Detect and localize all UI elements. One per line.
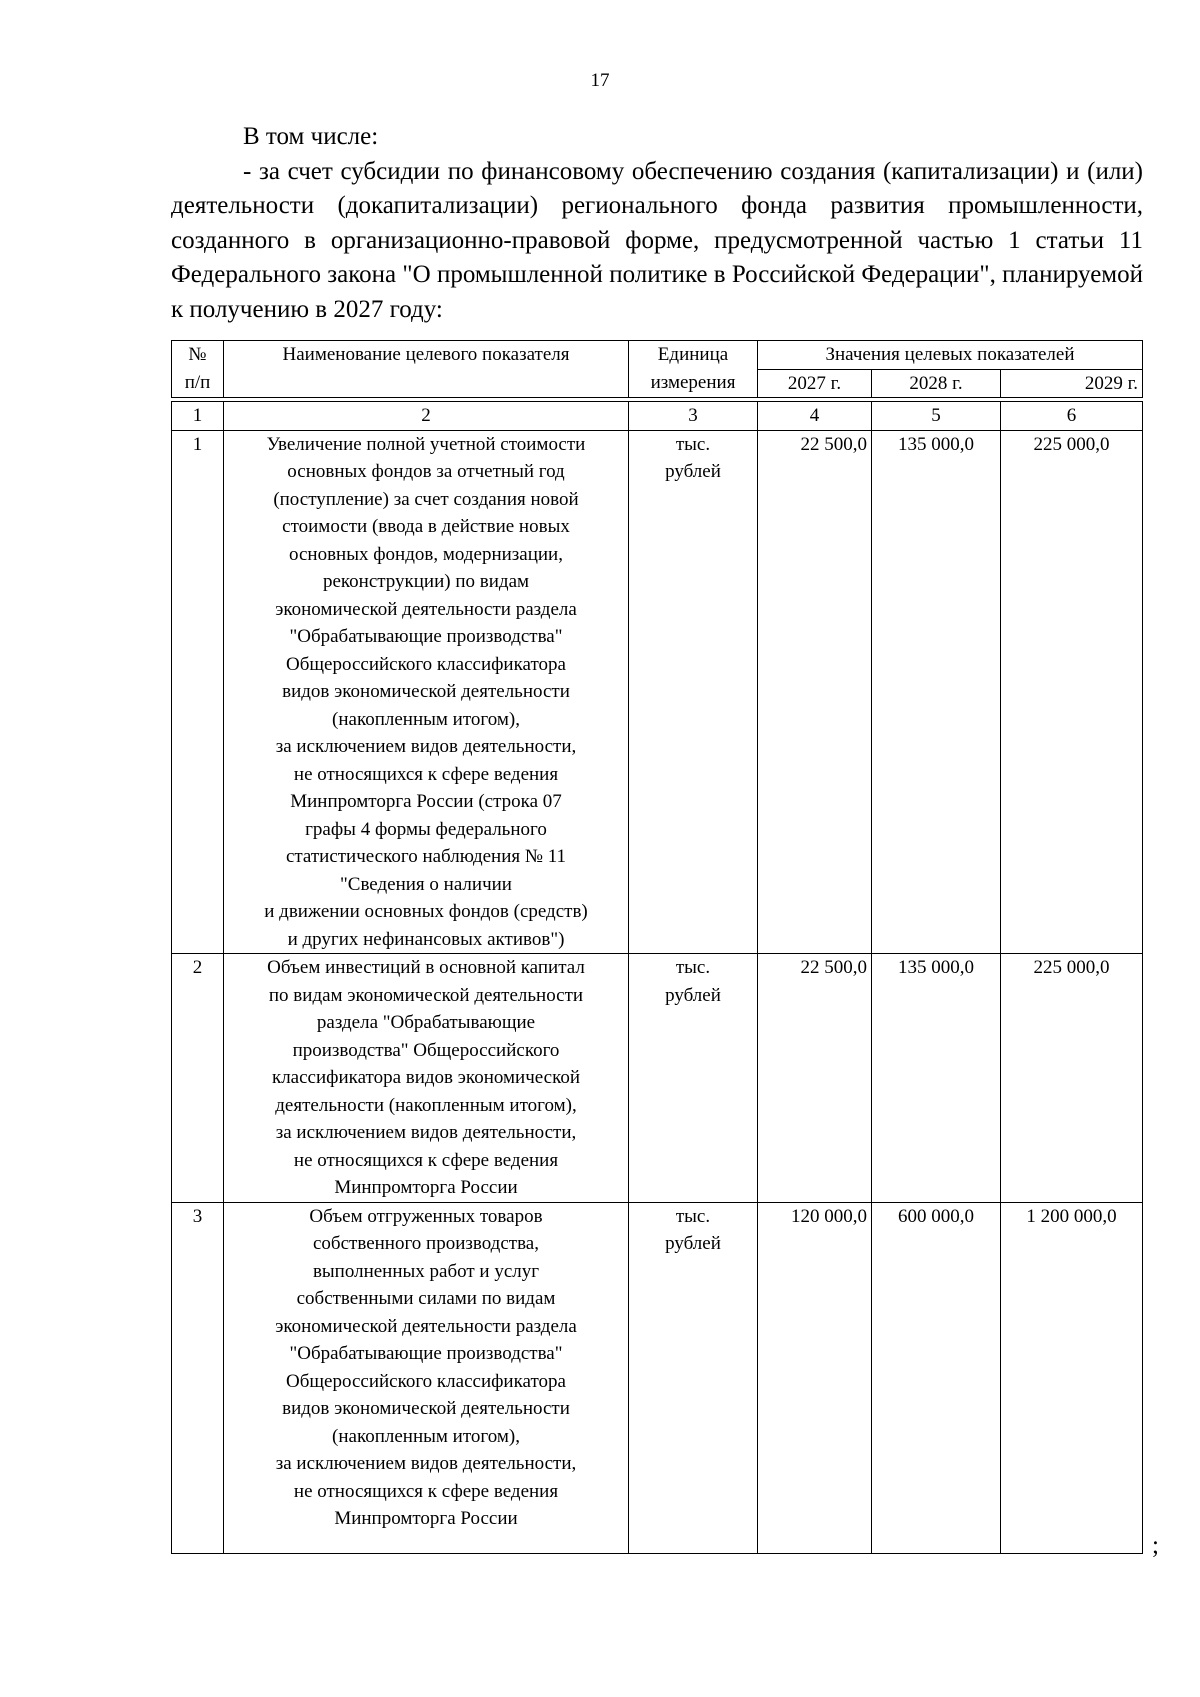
indicator-name-line: не относящихся к сфере ведения: [293, 1149, 559, 1171]
unit-line: рублей: [665, 1233, 721, 1254]
value-2028: 135 000,0: [872, 954, 1001, 1203]
trailing-semicolon: ;: [1152, 1532, 1159, 1559]
indicator-name-line: статистического наблюдения № 11: [285, 846, 567, 867]
indicator-name-line: основных фондов за отчетный год: [287, 461, 565, 482]
header-number-line1: №: [188, 344, 207, 365]
value-2027: 22 500,0: [758, 430, 872, 954]
table-row: [172, 954, 1143, 1203]
intro-text: [171, 120, 1143, 327]
column-number: 4: [758, 402, 872, 431]
indicator-name-line: (поступление) за счет создания новой: [273, 488, 579, 510]
indicator-name-line: не относящихся к сфере ведения: [293, 1480, 559, 1502]
column-number: 2: [224, 402, 629, 431]
indicator-name-line: Минпромторга России (строка 07: [290, 791, 562, 812]
indicator-name-line: "Обрабатывающие производства": [289, 626, 563, 647]
indicator-name-line: Минпромторга России: [334, 1177, 518, 1198]
row-number: 2: [172, 954, 224, 1203]
indicator-name-line: Минпромторга России: [334, 1508, 518, 1529]
column-number: 3: [629, 402, 758, 431]
unit-line: тыс.: [675, 433, 711, 455]
indicator-name-line: Объем инвестиций в основной капитал: [267, 957, 585, 978]
value-2027: 120 000,0: [758, 1202, 872, 1553]
indicator-name-line: собственного производства,: [313, 1233, 539, 1254]
indicator-name-line: Увеличение полной учетной стоимости: [266, 433, 586, 455]
indicator-name-line: стоимости (ввода в действие новых: [282, 516, 570, 537]
indicator-name-line: (накопленным итогом),: [332, 1425, 520, 1447]
indicator-name-line: видов экономической деятельности: [282, 1398, 570, 1419]
indicator-name: [224, 1202, 629, 1553]
table-row: [172, 430, 1143, 954]
row-number: 3: [172, 1202, 224, 1553]
unit-cell: [629, 954, 758, 1203]
indicator-name-line: за исключением видов деятельности,: [275, 1122, 577, 1143]
unit-line: тыс.: [675, 957, 711, 978]
header-number: [172, 341, 224, 398]
value-2028: 135 000,0: [872, 430, 1001, 954]
header-unit-line2: измерения: [650, 371, 736, 393]
indicator-name-line: и других нефинансовых активов"): [287, 928, 565, 950]
indicator-name-line: классификатора видов экономической: [271, 1067, 581, 1088]
indicator-name-line: графы 4 формы федерального: [305, 818, 547, 840]
target-indicators-table: [171, 340, 1143, 1554]
indicator-name-line: Общероссийского классификатора: [286, 653, 566, 675]
indicator-name: [224, 430, 629, 954]
unit-line: рублей: [665, 461, 721, 482]
intro-heading: В том числе:: [243, 123, 379, 150]
value-2029: 225 000,0: [1001, 430, 1143, 954]
indicator-name-line: основных фондов, модернизации,: [289, 543, 563, 565]
indicator-name: [224, 954, 629, 1203]
intro-paragraph: - за счет субсидии по финансовому обеспечению создания (капитализации) и (или) деятельности (докапитализации) регионального фонда развития промышленности, созданного в организационно-правовой форме, предусмотренной частью 1 статьи 11 Федерального закона "О промышленной политике в Российской Федерации", планируемой к получению в 2027 году:: [171, 157, 1143, 323]
row-number: 1: [172, 430, 224, 954]
table-row: [172, 1202, 1143, 1553]
value-2027: 22 500,0: [758, 954, 872, 1203]
indicator-name-line: деятельности (накопленным итогом),: [275, 1094, 577, 1116]
header-values-group: Значения целевых показателей: [758, 341, 1143, 370]
header-year: 2029 г.: [1001, 369, 1143, 398]
indicator-name-line: экономической деятельности раздела: [275, 598, 577, 620]
value-2028: 600 000,0: [872, 1202, 1001, 1553]
unit-line: рублей: [665, 984, 721, 1006]
header-indicator-name: Наименование целевого показателя: [224, 341, 629, 398]
indicator-name-line: Общероссийского классификатора: [286, 1370, 566, 1392]
indicator-name-line: за исключением видов деятельности,: [275, 736, 577, 757]
header-year: 2027 г.: [758, 369, 872, 398]
indicator-name-line: (накопленным итогом),: [332, 708, 520, 730]
indicator-name-line: выполненных работ и услуг: [312, 1260, 540, 1282]
indicator-name-line: собственными силами по видам: [296, 1288, 556, 1309]
indicator-name-line: за исключением видов деятельности,: [275, 1453, 577, 1474]
value-2029: 1 200 000,0: [1001, 1202, 1143, 1553]
header-unit-line1: Единица: [657, 344, 729, 365]
indicator-name-line: реконструкции) по видам: [322, 571, 530, 592]
unit-cell: [629, 1202, 758, 1553]
indicator-name-line: производства" Общероссийского: [292, 1039, 560, 1061]
column-number-row: [172, 402, 1143, 431]
header-year: 2028 г.: [872, 369, 1001, 398]
indicator-name-line: не относящихся к сфере ведения: [293, 763, 559, 785]
header-unit: [629, 341, 758, 398]
indicator-name-line: Объем отгруженных товаров: [309, 1205, 543, 1227]
unit-cell: [629, 430, 758, 954]
unit-line: тыс.: [675, 1205, 711, 1227]
indicator-name-line: экономической деятельности раздела: [275, 1315, 577, 1337]
indicator-name-line: раздела "Обрабатывающие: [316, 1012, 536, 1033]
indicator-name-line: и движении основных фондов (средств): [264, 901, 588, 922]
column-number: 1: [172, 402, 224, 431]
column-number: 5: [872, 402, 1001, 431]
table-header-row: [172, 341, 1143, 370]
indicator-name-line: "Сведения о наличии: [340, 873, 512, 895]
page-number: 17: [590, 70, 610, 91]
value-2029: 225 000,0: [1001, 954, 1143, 1203]
header-number-line2: п/п: [184, 371, 211, 393]
indicator-name-line: видов экономической деятельности: [282, 681, 570, 702]
column-number: 6: [1001, 402, 1143, 431]
indicator-name-line: "Обрабатывающие производства": [289, 1343, 563, 1364]
indicator-name-line: по видам экономической деятельности: [268, 984, 584, 1006]
